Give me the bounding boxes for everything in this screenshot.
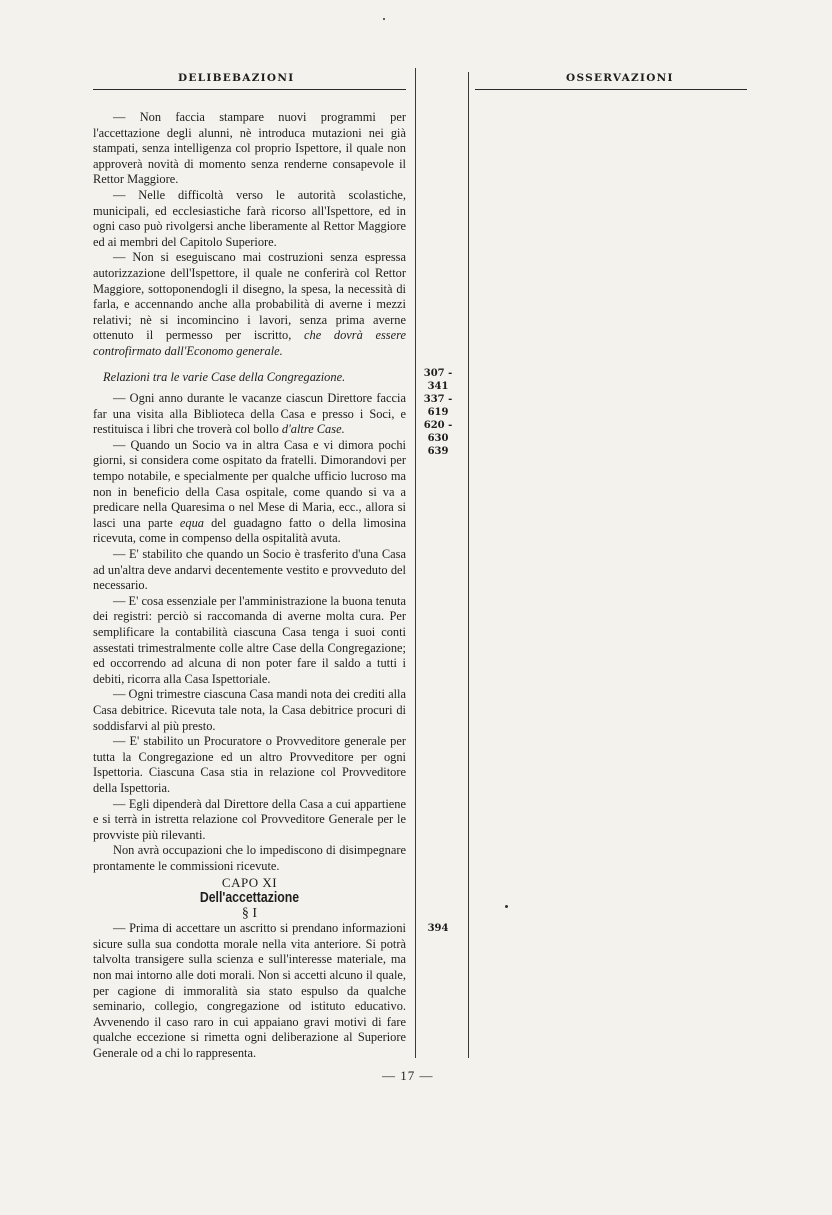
paragraph-autorita: — Nelle difficoltà verso le autorità scolastiche, municipali, ed ecclesiastiche farà ricorso all'Ispettore, ed in ogni caso può rivolgersi anche liberamente al Rettor Maggiore ed ai membri del Capitolo Superiore.	[93, 187, 406, 249]
chapter-number: CAPO XI	[221, 874, 278, 890]
section-mark: § I	[241, 905, 258, 921]
page-number: — 17 —	[382, 1068, 434, 1083]
italic-text: equa	[179, 515, 204, 530]
column-divider-left	[415, 68, 416, 1058]
chapter-title: Dell'accettazione	[199, 889, 300, 907]
paragraph-dipendera: — Egli dipenderà dal Direttore della Casa a cui appartiene e si terrà in istretta relazione col Provveditore Generale per le provviste più rilevanti.	[93, 796, 406, 842]
italic-text: d'altre Case.	[281, 422, 345, 437]
subheading-relazioni: Relazioni tra le varie Case della Congregazione.	[103, 369, 346, 384]
column-divider-right	[468, 72, 469, 1058]
right-header-rule	[475, 89, 747, 90]
paragraph-text: — Ogni anno durante le vacanze ciascun Direttore faccia far una visita alla Biblioteca della Casa e presso i Soci, e restituisca i libri che troverà col bollo	[93, 391, 406, 437]
margin-ref: 620 - 630	[423, 420, 453, 444]
paragraph-accettazione: — Prima di accettare un ascritto si prendano informazioni sicure sulla sua condotta morale nella vita anteriore. Si potrà talvolta transigere sulla scienza e sull'interesse materiale, ma non mai intorno alle doti morali. Non si accetti alcuno il quale, per cagione di immoralità sia stato espulso da qualche seminario, collegio, congregazione od istituto educativo. Avvenendo il caso raro in cui appaiano gravi motivi di fare qualche eccezione si rimetta ogni deliberazione al Superiore Generale od a chi lo rappresenta.	[93, 921, 406, 1061]
margin-references	[413, 367, 463, 458]
margin-references	[413, 922, 463, 935]
paragraph-registri: — E' cosa essenziale per l'amministrazione la buona tenuta dei registri: perciò si raccomanda di averne molta cura. Per semplificare la contabilità ciascuna Casa tenga i suoi conti assestati trimestralmente colle altre Case della Congregazione; ed occorrendo ad alcuna di non poter fare il saldo a tutti i debiti, ricorra alla Casa Ispettoriale.	[93, 593, 406, 686]
margin-ref: 337 - 619	[423, 394, 453, 418]
paragraph-programmi: — Non faccia stampare nuovi programmi per l'accettazione degli alunni, nè introduca mutazioni nei già stampati, senza intelligenza col proprio Ispettore, il quale non approverà novità di momento senza renderne consapevole il Rettor Maggiore.	[93, 110, 406, 187]
paragraph-text: — Non si eseguiscano mai costruzioni senza espressa autorizzazione dell'Ispettore, il quale ne conferirà col Rettor Maggiore, sottoponendogli il disegno, la spesa, la necessità di farla, e accennando anche alla probabilità di averne i mezzi relativi; nè si incomincino i lavori, senza prima averne ottenuto il permesso per iscritto,	[93, 250, 406, 343]
paragraph-procuratore: — E' stabilito un Procuratore o Provveditore generale per tutta la Congregazione ed un altro Provveditore per ogni Ispettoria. Ciascuna Casa stia in relazione col Provveditore della Ispettoria.	[93, 734, 406, 795]
paragraph-trimestre: — Ogni trimestre ciascuna Casa mandi nota dei crediti alla Casa debitrice. Ricevuta tale nota, la Casa debitrice procuri di soddisfarvi al più presto.	[93, 687, 406, 733]
paragraph-text: del guadagno fatto o della limosina ricevuta, come in compenso della ospitalità avuta.	[93, 515, 406, 546]
paragraph-costruzioni	[93, 250, 406, 359]
paragraph-biblioteca	[93, 391, 406, 438]
paragraph-ospitato	[93, 438, 406, 547]
scan-speck	[505, 905, 508, 908]
header-deliberazioni: DELIBEBAZIONI	[178, 72, 295, 84]
paragraph-trasferito: — E' stabilito che quando un Socio è trasferito d'una Casa ad un'altra deve andarvi decentemente vestito e provveduto del necessario.	[93, 547, 406, 593]
italic-text: che dovrà essere controfirmato dall'Economo generale.	[93, 328, 406, 358]
scan-speck	[383, 18, 385, 20]
paragraph-occupazioni: Non avrà occupazioni che lo impediscono di disimpegnare prontamente le commissioni ricevute.	[93, 843, 406, 873]
margin-ref: 307 - 341	[423, 368, 453, 392]
margin-ref: 639	[427, 446, 449, 457]
left-header-rule	[93, 89, 406, 90]
header-osservazioni: OSSERVAZIONI	[566, 72, 674, 84]
paragraph-text: — Quando un Socio va in altra Casa e vi dimora pochi giorni, si considera come ospitato da fratelli. Dimorandovi per tempo notabile, e specialmente per qualche ufficio lucroso ma non in beneficio della Casa ospitale, come quando si va a predicare nella Quaresima o nel Mese di Maria, ecc., allora si lasci una parte	[93, 437, 406, 530]
deliberazioni-column	[93, 110, 406, 1062]
margin-ref: 394	[427, 923, 449, 934]
